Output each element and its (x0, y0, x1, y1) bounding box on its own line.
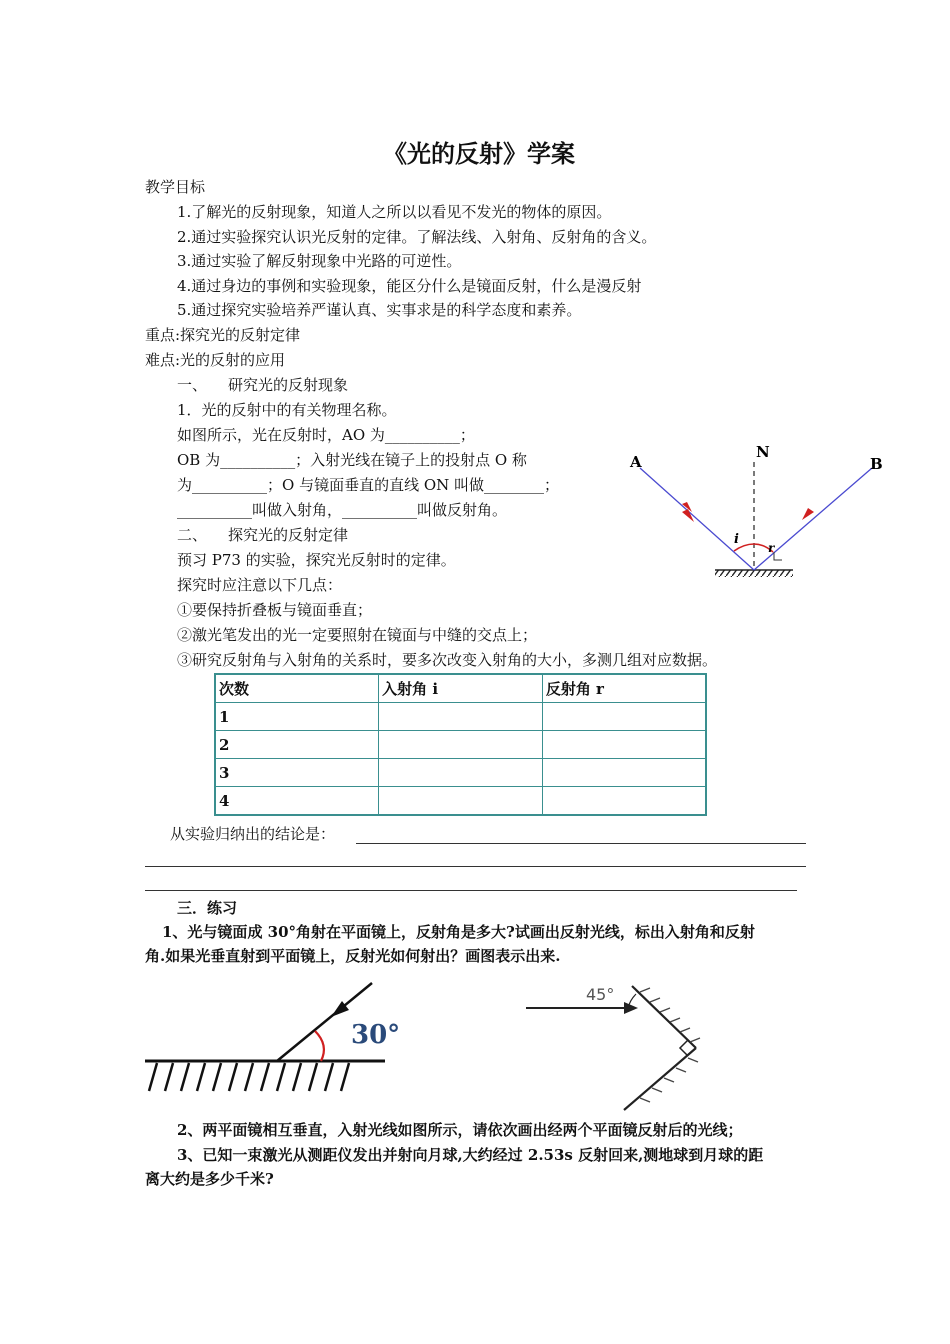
table-cell[interactable] (542, 731, 706, 759)
right-angle-mark (774, 552, 782, 560)
angle-label-30: 30° (351, 1020, 401, 1050)
key-point: 重点:探究光的反射定律 (145, 326, 301, 344)
page-title: 《光的反射》学案 (383, 140, 575, 168)
section3-heading: 三．练习 (177, 899, 238, 917)
reflected-arrow-head (802, 508, 814, 520)
section2-line: ③研究反射角与入射角的关系时，要多次改变入射角的大小，多测几组对应数据。 (177, 651, 718, 669)
answer-line[interactable] (145, 890, 797, 891)
question-1-line2: 角.如果光垂直射到平面镜上，反射光如何射出？画图表示出来. (145, 947, 561, 965)
table-row (215, 731, 706, 759)
table-cell: 4 (215, 787, 379, 816)
objective-item: 1.了解光的反射现象，知道人之所以以看见不发光的物体的原因。 (177, 203, 612, 221)
question-3-line1: 3、已知一束激光从测距仪发出并射向月球,大约经过 2.53s 反射回来,测地球到月球的距 (177, 1146, 764, 1164)
header-count: 次数 (215, 674, 379, 703)
mirror-hatching (715, 570, 793, 577)
section1-number: 一、 (177, 376, 208, 394)
fill-line: 为__________；O 与镜面垂直的直线 ON 叫做________； (177, 476, 560, 494)
objective-item: 4.通过身边的事例和实验现象，能区分什么是镜面反射，什么是漫反射 (177, 277, 642, 295)
header-reflection: 反射角 r (542, 674, 706, 703)
mirror-upper (632, 986, 696, 1048)
table-row (215, 759, 706, 787)
table-cell[interactable] (379, 787, 543, 816)
difficulty: 难点:光的反射的应用 (145, 351, 286, 369)
section2-line: 预习 P73 的实验，探究光反射时的定律。 (177, 551, 456, 569)
label-n: N (756, 443, 770, 461)
answer-line[interactable] (145, 866, 806, 867)
section1-heading: 研究光的反射现象 (228, 376, 349, 394)
section2-heading: 探究光的反射定律 (228, 526, 349, 544)
label-r: r (768, 541, 775, 555)
table-cell[interactable] (379, 759, 543, 787)
question-2: 2、两平面镜相互垂直，入射光线如图所示，请依次画出经两个平面镜反射后的光线； (177, 1121, 743, 1139)
label-b: B (870, 455, 883, 473)
table-row (215, 787, 706, 816)
figure-30-degree (145, 975, 401, 1097)
incident-ray (640, 468, 754, 570)
table-header-row (215, 674, 706, 703)
table-cell: 1 (215, 703, 379, 731)
table-cell[interactable] (542, 759, 706, 787)
mirror-lower (624, 1048, 696, 1110)
mirror-hatching (640, 988, 700, 1102)
objective-item: 3.通过实验了解反射现象中光路的可逆性。 (177, 252, 462, 270)
right-angle-mark (680, 1040, 688, 1056)
label-a: A (630, 453, 642, 471)
table-cell[interactable] (542, 703, 706, 731)
data-table (214, 673, 707, 816)
table-cell[interactable] (379, 731, 543, 759)
section1-sub: 1．光的反射中的有关物理名称。 (177, 401, 397, 419)
fill-line: 如图所示，光在反射时，AO 为__________； (177, 426, 475, 444)
fill-line: OB 为__________；入射光线在镜子上的投射点 O 称 (177, 451, 527, 469)
section2-line: ①要保持折叠板与镜面垂直； (177, 601, 373, 619)
section2-number: 二、 (177, 526, 208, 544)
incident-arrow-head (624, 1002, 638, 1014)
table-cell: 3 (215, 759, 379, 787)
angle-arc (315, 1031, 324, 1061)
table-row (215, 703, 706, 731)
reflection-diagram (630, 440, 890, 585)
section2-line: ②激光笔发出的光一定要照射在镜面与中缝的交点上； (177, 626, 538, 644)
mirror-hatching (149, 1063, 349, 1091)
objective-item: 2.通过实验探究认识光反射的定律。了解法线、入射角、反射角的含义。 (177, 228, 657, 246)
table-cell[interactable] (542, 787, 706, 816)
question-1-line1: 1、光与镜面成 30°角射在平面镜上，反射角是多大?试画出反射光线，标出入射角和反射 (162, 923, 755, 941)
fill-line: __________叫做入射角，__________叫做反射角。 (177, 501, 508, 519)
objective-item: 5.通过探究实验培养严谨认真、实事求是的科学态度和素养。 (177, 301, 582, 319)
objectives-heading: 教学目标 (145, 178, 206, 196)
table-cell: 2 (215, 731, 379, 759)
figure-45-degree (520, 978, 720, 1113)
question-3-line2: 离大约是多少千米? (145, 1170, 274, 1188)
table-cell[interactable] (379, 703, 543, 731)
label-i: i (734, 532, 739, 547)
angle-label-45: 45° (586, 985, 615, 1004)
answer-line[interactable] (356, 843, 806, 844)
conclusion-label: 从实验归纳出的结论是： (170, 825, 336, 843)
header-incidence: 入射角 i (379, 674, 543, 703)
section2-line: 探究时应注意以下几点： (177, 576, 343, 594)
